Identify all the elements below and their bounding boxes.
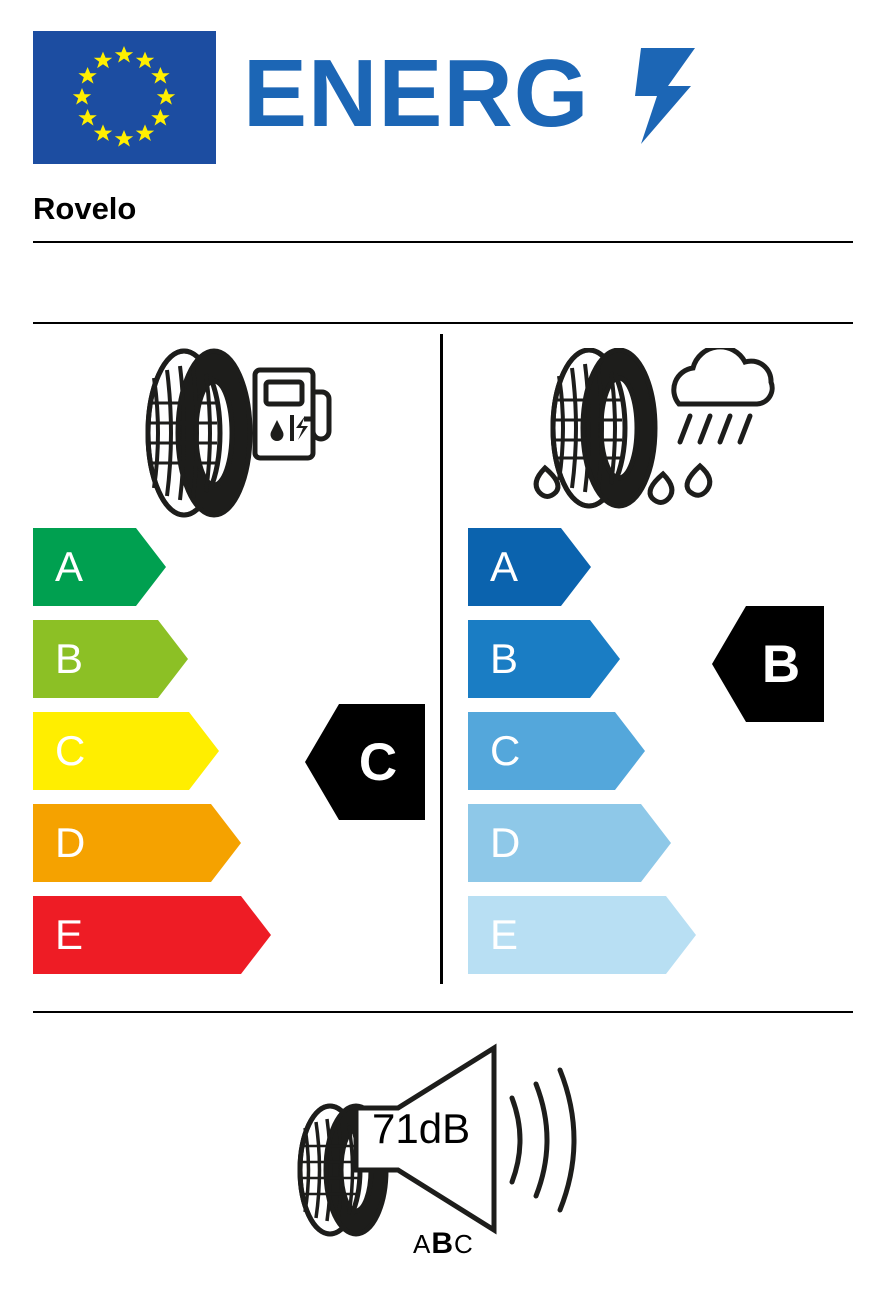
fuel-selected-grade-letter: C (358, 732, 398, 792)
noise-class-a: A (413, 1229, 432, 1259)
wet-grade-e-letter: E (490, 911, 519, 958)
noise-class-c: C (454, 1229, 474, 1259)
svg-text:ENERG: ENERG (243, 48, 590, 144)
fuel-efficiency-pictogram (122, 348, 332, 518)
brand-name: Rovelo (33, 191, 137, 226)
divider-vertical-center (440, 334, 443, 984)
noise-class-scale (413, 1227, 474, 1261)
wet-grip-pictogram (527, 348, 797, 523)
wet-grade-b-letter: B (490, 635, 519, 682)
eu-flag-icon (33, 31, 216, 164)
wet-selected-grade-letter: B (761, 634, 801, 694)
rain-cloud-icon (674, 348, 772, 442)
divider-above-noise (33, 1011, 853, 1013)
fuel-grade-c-letter: C (55, 727, 86, 774)
divider-above-classes (33, 322, 853, 324)
fuel-grade-b-letter: B (55, 635, 84, 682)
tyre-icon (148, 351, 250, 515)
energ-wordmark (243, 48, 713, 144)
sound-waves-icon (512, 1070, 574, 1210)
wet-grade-a-letter: A (490, 543, 519, 590)
fuel-pump-icon (255, 370, 329, 458)
fuel-selected-grade-marker (305, 704, 425, 820)
noise-value: 71dB (372, 1105, 471, 1152)
noise-class-b-selected: B (431, 1227, 455, 1260)
wet-grade-c-letter: C (490, 727, 521, 774)
divider-below-brand (33, 241, 853, 243)
fuel-grade-e-letter: E (55, 911, 84, 958)
wet-grade-d-letter: D (490, 819, 521, 866)
fuel-grade-d-letter: D (55, 819, 86, 866)
fuel-grade-a-letter: A (55, 543, 84, 590)
wet-selected-grade-marker (712, 606, 824, 722)
tyre-icon (553, 350, 655, 506)
